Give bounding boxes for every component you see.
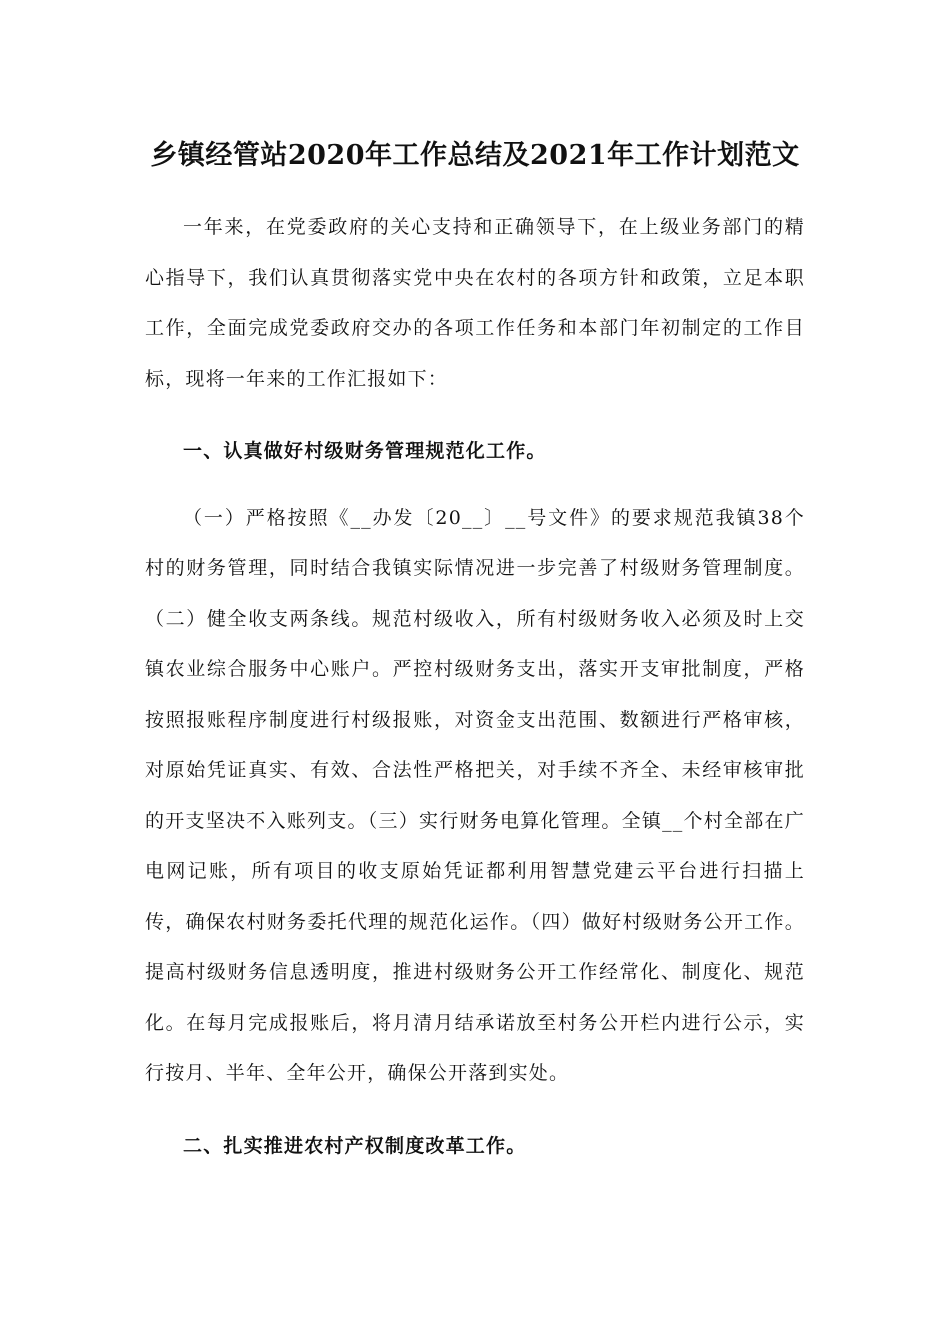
intro-paragraph: 一年来，在党委政府的关心支持和正确领导下，在上级业务部门的精心指导下，我们认真贯彻落实党中央在农村的各项方针和政策，立足本职工作，全面完成党委政府交办的各项工作任务和本部门年初制定的工作目标，现将一年来的工作汇报如下： <box>145 216 805 390</box>
section-2-heading: 二、扎实推进农村产权制度改革工作。 <box>183 1134 527 1157</box>
document-title: 乡镇经管站2020年工作总结及2021年工作计划范文 <box>150 140 800 171</box>
section-1-paragraph: （一）严格按照《__办发〔20__〕__号文件》的要求规范我镇38个村的财务管理，同时结合我镇实际情况进一步完善了村级财务管理制度。（二）健全收支两条线。规范村级收入，所有村级财务收入必须及时上交镇农业综合服务中心账户。严控村级财务支出，落实开支审批制度，严格按照报账程序制度进行村级报账，对资金支出范围、数额进行严格审核，对原始凭证真实、有效、合法性严格把关，对手续不齐全、未经审核审批的开支坚决不入账列支。（三）实行财务电算化管理。全镇__个村全部在广电网记账，所有项目的收支原始凭证都利用智慧党建云平台进行扫描上传，确保农村财务委托代理的规范化运作。（四）做好村级财务公开工作。提高村级财务信息透明度，推进村级财务公开工作经常化、制度化、规范化。在每月完成报账后，将月清月结承诺放至村务公开栏内进行公示，实行按月、半年、全年公开，确保公开落到实处。 <box>145 506 805 1084</box>
document-body <box>145 202 805 1171</box>
section-1-heading: 一、认真做好村级财务管理规范化工作。 <box>183 440 547 462</box>
